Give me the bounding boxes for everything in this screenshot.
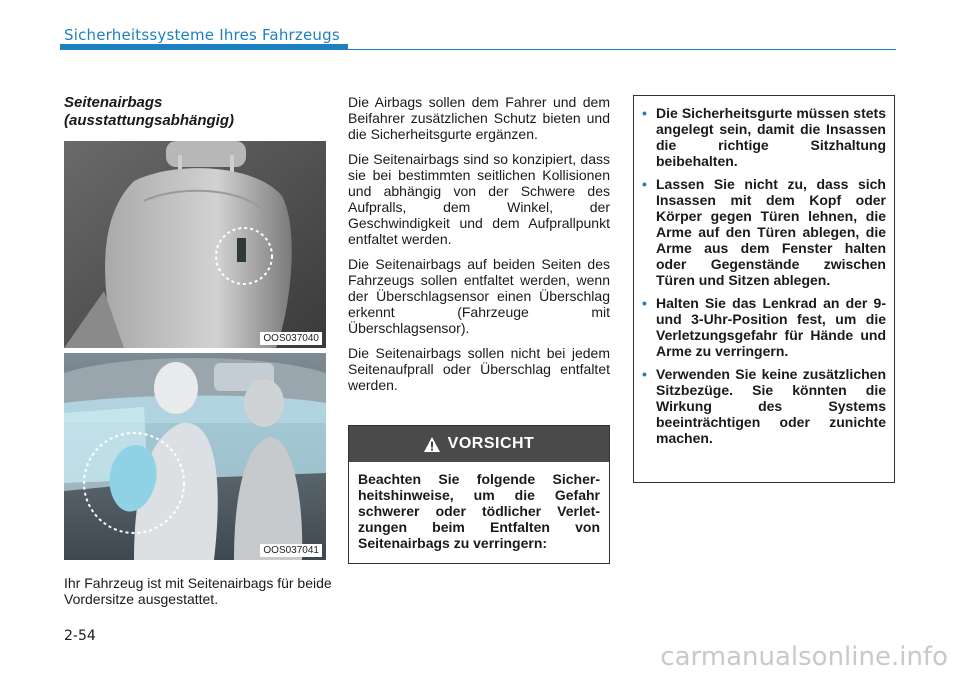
paragraph: Die Airbags sollen dem Fahrer und dem Beifahrer zusätzlichen Schutz bieten und die Sicherheitsgurte ergänzen.: [348, 94, 610, 142]
paragraph: Die Seitenairbags sollen nicht bei jedem Seitenaufprall oder Überschlag entfaltet werden.: [348, 345, 610, 393]
image-code-label: OOS037040: [260, 332, 322, 345]
caution-box: [348, 425, 610, 564]
list-item: • Verwenden Sie keine zusätzlichen Sitzbezüge. Sie könnten die Wirkung des Systems beeinträchtigen oder zunichte machen.: [642, 366, 886, 446]
section-header: Sicherheitssysteme Ihres Fahrzeugs: [64, 26, 340, 44]
section-title-line1: Seitenairbags: [64, 94, 163, 111]
paragraph: Die Seitenairbags sind so konzipiert, dass sie bei bestimmten seitlichen Kollisionen und abhängig von der Schwere des Aufpralls, dem Winkel, der Geschwindigkeit und dem Aufprallpunkt entfaltet werden.: [348, 151, 610, 247]
header-accent-bar: [60, 44, 348, 50]
bullet-icon: •: [642, 295, 647, 311]
header-rule: [348, 49, 896, 50]
list-item: • Halten Sie das Lenkrad an der 9- und 3-Uhr-Position fest, um die Verletzungsgefahr für Hände und Arme zu verringern.: [642, 295, 886, 359]
caution-text: Beachten Sie folgende Sicherheitshinweise, um die Gefahr schwerer oder tödlicher Verletzungen beim Entfalten von Seitenairbags zu verringern:: [358, 471, 600, 551]
warning-triangle-icon: [424, 437, 440, 452]
airbag-section-heading: [64, 94, 326, 130]
caution-header: [349, 426, 609, 462]
section-title-line2: (ausstattungsabhängig): [64, 112, 235, 129]
paragraph: Die Seitenairbags auf beiden Seiten des Fahrzeugs sollen entfaltet werden, wenn der Überschlagsensor einen Überschlag erkennt (Fahrzeuge mit Überschlagsensor).: [348, 256, 610, 336]
bullet-icon: •: [642, 105, 647, 121]
caution-title: VORSICHT: [447, 435, 535, 452]
airbag-description: [348, 94, 610, 402]
watermark: carmanualsonline.info: [660, 642, 948, 672]
seat-airbag-photo: [64, 141, 326, 348]
image-code-label: OOS037041: [260, 544, 322, 557]
page-number: 2-54: [64, 628, 96, 644]
intro-paragraph: Ihr Fahrzeug ist mit Seitenairbags für beide Vordersitze ausgestattet.: [64, 575, 332, 607]
list-item: • Die Sicherheitsgurte müssen stets angelegt sein, damit die Insassen die richtige Sitzhaltung beibehalten.: [642, 105, 886, 169]
bullet-icon: •: [642, 176, 647, 192]
bullet-icon: •: [642, 366, 647, 382]
safety-instructions-box: [633, 95, 895, 483]
list-item: • Lassen Sie nicht zu, dass sich Insassen mit dem Kopf oder Körper gegen Türen lehnen, die Arme auf den Türen ablegen, die Arme aus dem Fenster halten oder Gegenstände zwischen Türen und Sitzen ablegen.: [642, 176, 886, 288]
airbag-deployment-illustration: [64, 353, 326, 560]
